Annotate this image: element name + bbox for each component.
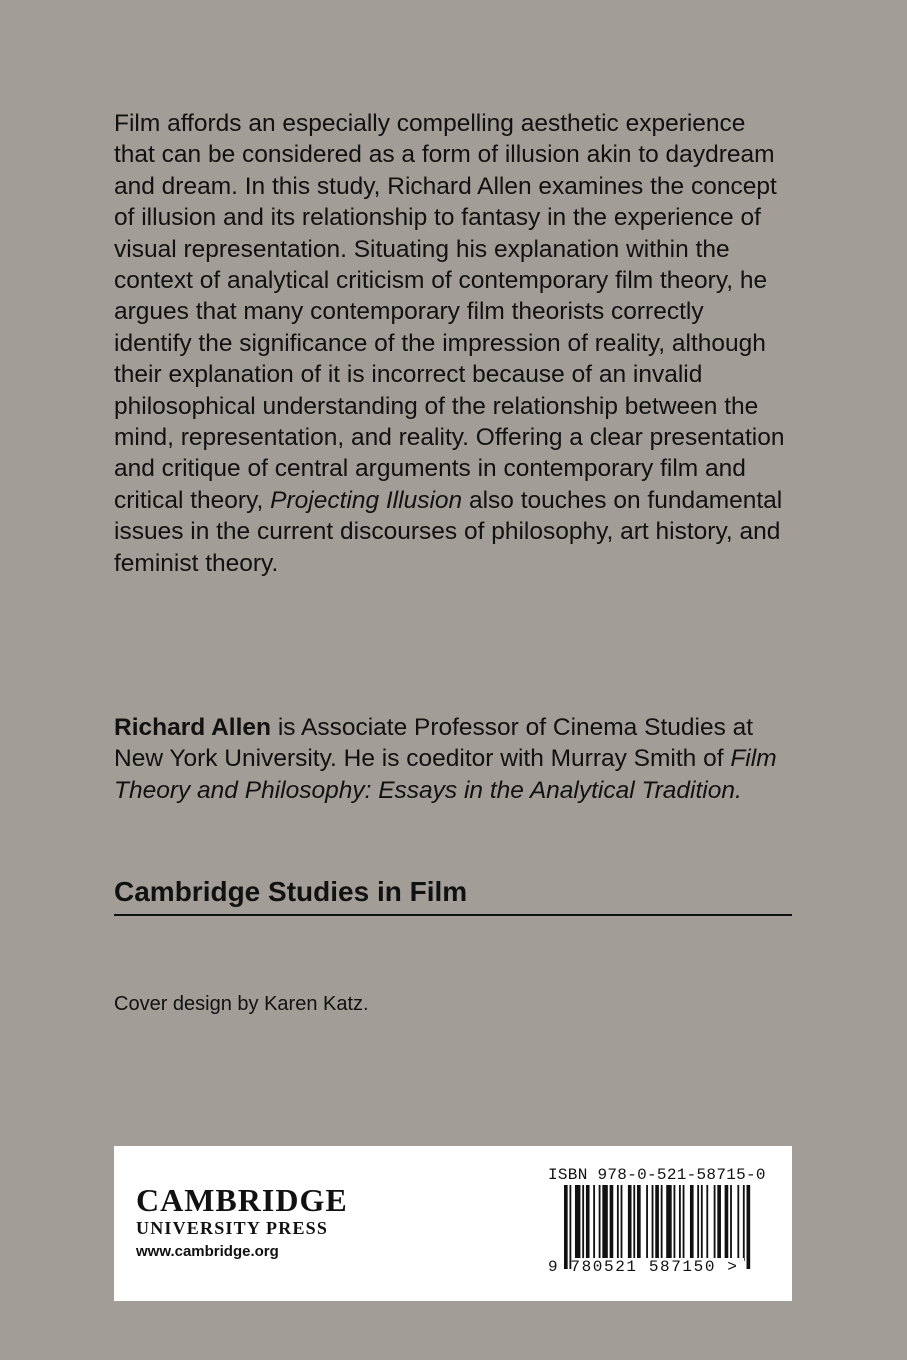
barcode-bar: [569, 1185, 571, 1269]
barcode-bar: [655, 1185, 659, 1269]
series-title: Cambridge Studies in Film: [114, 876, 792, 916]
barcode-bar: [679, 1185, 681, 1261]
isbn-label: ISBN 978-0-521-58715-0: [548, 1166, 766, 1184]
barcode-bar: [593, 1185, 595, 1261]
barcode-bar: [690, 1185, 694, 1261]
barcode-bar: [582, 1185, 584, 1261]
barcode-bar: [602, 1185, 607, 1261]
barcode-bar: [610, 1185, 614, 1261]
barcode-bar: [747, 1185, 751, 1269]
barcode-bar: [652, 1185, 654, 1261]
barcode-bar: [743, 1185, 745, 1261]
publisher-logo-press: UNIVERSITY PRESS: [136, 1218, 329, 1238]
barcode-bar: [661, 1185, 663, 1269]
barcode-bar: [706, 1185, 708, 1261]
barcode-bar: [637, 1185, 641, 1261]
barcode-bar: [575, 1185, 580, 1261]
back-cover-blurb: [114, 108, 786, 579]
barcode-bar: [714, 1185, 716, 1261]
barcode-bar: [683, 1185, 685, 1261]
barcode-bar: [666, 1185, 671, 1261]
barcode-bar: [633, 1185, 635, 1261]
barcode-bar: [599, 1185, 601, 1261]
coedited-book-title: Film Theory and Philosophy: Essays in the Analytical Tradition.: [114, 745, 777, 804]
barcode-digits: 9 780521 587150 >: [548, 1258, 739, 1276]
barcode-bar: [725, 1185, 729, 1261]
barcode-bar: [697, 1185, 699, 1261]
barcode-bar: [646, 1185, 648, 1261]
barcode-bar: [621, 1185, 623, 1261]
author-name: Richard Allen: [114, 714, 272, 741]
blurb-text-1: Film affords an especially compelling aesthetic experience that can be considered as a form of illusion akin to daydream and dream. In this study, Richard Allen examines the concept of illusion and its relationship to fantasy in the experience of visual representation. Situating his explanation within the context of analytical criticism of contemporary film theory, he argues that many contemporary film theorists correctly identify the significance of the impression of reality, although their explanation of it is incorrect because of an invalid philosophical understanding of the relationship between the mind, representation, and reality. Offering a clear presentation and critique of central arguments in contemporary film and critical theory,: [114, 110, 785, 514]
barcode-bar: [586, 1185, 590, 1261]
blurb-text-2: also touches on fundamental issues in the current discourses of philosophy, art history, and feminist theory.: [114, 486, 783, 577]
barcode-bar: [701, 1185, 703, 1261]
author-bio-text: is Associate Professor of Cinema Studies at New York University. He is coeditor with Murray Smith of: [114, 714, 754, 773]
publisher-logo-name: CAMBRIDGE: [136, 1182, 348, 1218]
publisher-barcode-panel: [114, 1146, 792, 1301]
barcode-bar: [564, 1185, 568, 1269]
isbn-barcode: [564, 1185, 752, 1269]
barcode-bar: [617, 1185, 619, 1261]
publisher-url: www.cambridge.org: [136, 1243, 279, 1260]
barcode-bar: [717, 1185, 721, 1261]
cover-credit: Cover design by Karen Katz.: [114, 993, 369, 1015]
barcode-bar: [628, 1185, 632, 1261]
author-bio: [114, 712, 794, 806]
barcode-bar: [674, 1185, 676, 1261]
blurb-book-title: Projecting Illusion: [270, 486, 463, 514]
barcode-bar: [737, 1185, 739, 1261]
barcode-bar: [730, 1185, 732, 1261]
